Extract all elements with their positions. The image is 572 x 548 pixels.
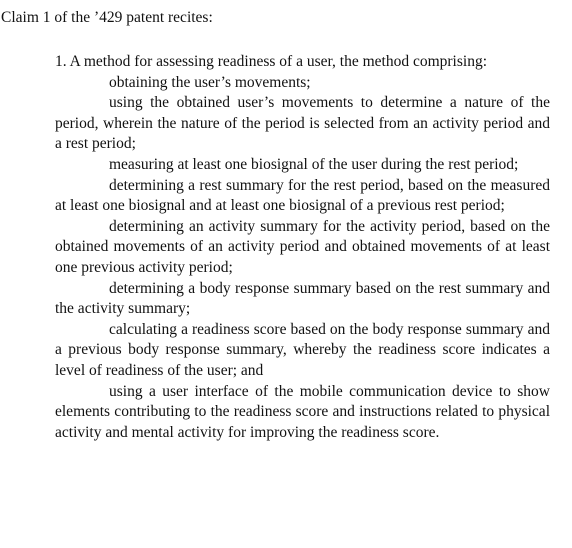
claim-step: determining an activity summary for the activity period, based on the obtained movements of an activity period and obtained movements of at least one previous activity period; [55,217,550,276]
claim-step: determining a rest summary for the rest period, based on the measured at least one biosignal and at least one biosignal of a previous rest period; [55,176,550,215]
claim-step: calculating a readiness score based on the body response summary and a previous body response summary, whereby the readiness score indicates a level of readiness of the user; and [55,320,550,379]
claim-step: measuring at least one biosignal of the user during the rest period; [109,155,519,173]
claim-preamble: 1. A method for assessing readiness of a user, the method comprising: [55,53,488,70]
claim-step: using the obtained user’s movements to determine a nature of the period, wherein the nature of the period is selected from an activity period and a rest period; [55,94,550,153]
claim-step: obtaining the user’s movements; [109,73,311,91]
claim-step: using a user interface of the mobile communication device to show elements contributing to the readiness score and instructions related to physical activity and mental activity for improving the readiness score. [55,382,550,441]
claim-step: determining a body response summary based on the rest summary and the activity summary; [55,279,550,318]
intro-text: Claim 1 of the ’429 patent recites: [1,9,213,26]
claim-block [55,52,550,443]
